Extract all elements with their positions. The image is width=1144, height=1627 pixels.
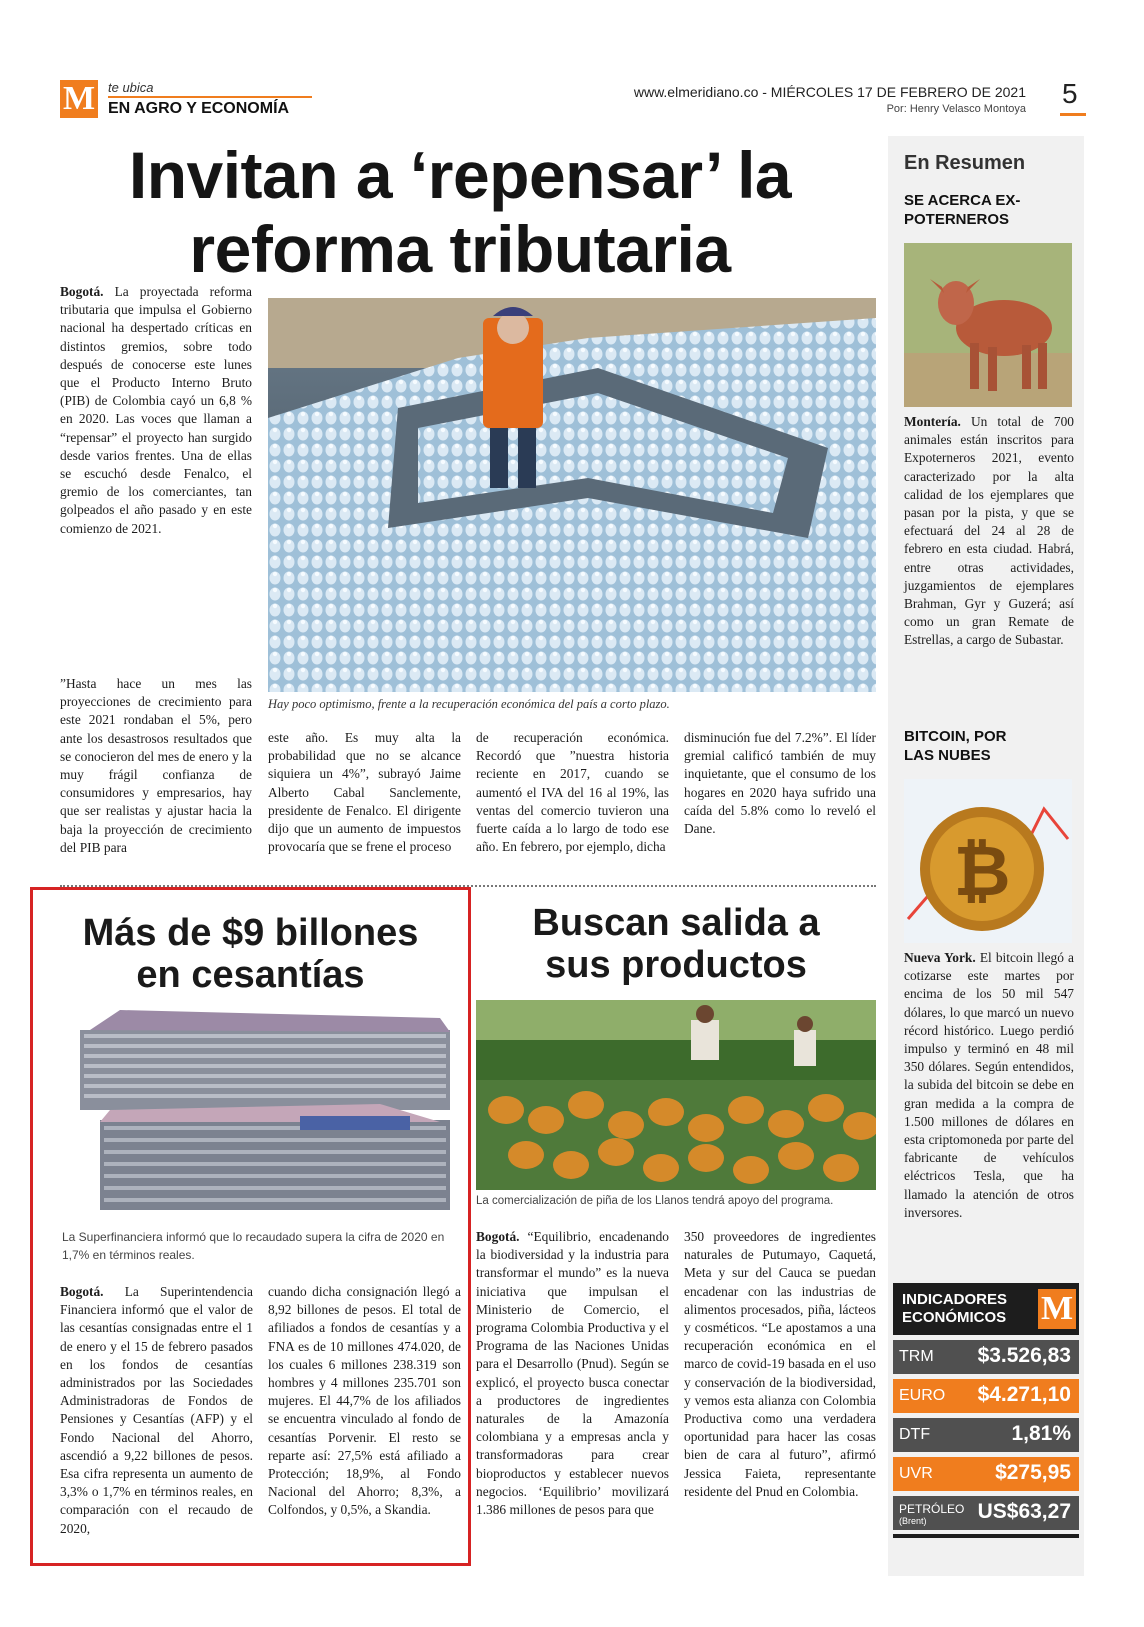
productos-headline-line2: sus productos <box>545 944 807 986</box>
productos-headline <box>476 902 876 986</box>
sidebar-item1-headline-line1: SE ACERCA EX- <box>904 192 1021 209</box>
sidebar-item2-dateline: Nueva York. <box>904 950 976 965</box>
lead-col1-intro: La proyectada reforma tributaria que impulsa el Gobierno nacional ha despertado críticas en distintos gremios, sobre todo después de conocerse este lunes que el Producto Interno Bruto (PIB) de Colombia cayó un 6,8 % en 2020. Las voces que llaman a “repensar” el proyecto han surgido desde varios frentes. Una de ellas se escuchó desde Fenalco, el gremio de los comerciantes, tan golpeados el año pasado y en este comienzo de 2021. <box>60 284 252 536</box>
productos-col1 <box>476 1228 669 1519</box>
page-number: 5 <box>1062 78 1078 109</box>
indicators-footer-bar <box>893 1534 1079 1538</box>
byline: Por: Henry Velasco Montoya <box>886 103 1026 115</box>
indicator-row-euro <box>893 1379 1079 1413</box>
section-underline <box>108 96 312 98</box>
indicator-label: PETRÓLEO <box>899 1502 965 1516</box>
sidebar-item1-headline-line2: POTERNEROS <box>904 211 1010 228</box>
sidebar-item2-headline-line2: LAS NUBES <box>904 747 991 764</box>
sidebar-title: En Resumen <box>904 152 1026 174</box>
banknotes-illustration <box>80 1000 460 1220</box>
sidebar-item2-text: El bitcoin llegó a cotizarse este martes por encima de los 50 mil 547 dólares, lo que marcó un nuevo récord histórico. Luego perdió impulso y terminó en 48 mil 350 dólares. Según entendidos, la subida del bitcoin se debe en gran medida a la compra de 1.500 millones de dólares en esta criptomoneda por parte del fabricante de vehículos eléctricos Tesla, que ha llamado la atención de otros inversores. <box>904 950 1074 1220</box>
lead-headline-line2: reforma tributaria <box>189 212 731 286</box>
lead-col1-bottom: ”Hasta hace un mes las proyecciones de crecimiento para este 2021 rondaban el 5%, pero ante los desastrosos resultados que se conocieron del mes de enero y la muy frágil confianza de consumidores y empresarios, hay que ser realistas y ajustar hacia la baja la proyección de crecimiento del PIB para <box>60 676 252 855</box>
bottles-illustration <box>268 298 876 692</box>
sidebar-item1-body <box>904 413 1074 650</box>
lead-photo-caption: Hay poco optimismo, frente a la recuperación económica del país a corto plazo. <box>268 697 670 711</box>
indicator-row-petroleo <box>893 1496 1079 1530</box>
productos-col1-text: “Equilibrio, encadenando la biodiversidad y la industria para transformar el mundo” es la nueva iniciativa que impulsan el Ministerio de Comercio, el programa Colombia Productiva y el Programa de las Naciones Unidas para el Desarrollo (Pnud). Según se explicó, el proyecto busca conectar a productores de ingredientes naturales de la Amazonía colombiana y a empresas ancla y transformadoras para crear bioproductos y establecer nuevos negocios. ‘Equilibrio’ movilizará 1.386 millones de pesos para que <box>476 1229 669 1518</box>
cesantias-col1 <box>60 1283 253 1538</box>
pineapple-photo <box>476 1000 876 1190</box>
indicators-title <box>902 1291 1007 1327</box>
bottling-plant-photo <box>268 298 876 692</box>
masthead-date: www.elmeridiano.co - MIÉRCOLES 17 DE FEBRERO DE 2021 <box>633 84 1026 100</box>
indicator-value: $4.271,10 <box>977 1383 1071 1406</box>
cesantias-headline-line2: en cesantías <box>136 954 365 996</box>
indicator-value: 1,81% <box>1011 1422 1071 1445</box>
page-number-underline <box>1060 113 1086 116</box>
cesantias-headline-line1: Más de $9 billones <box>82 912 419 954</box>
productos-col2: 350 proveedores de ingredientes naturales de Putumayo, Caquetá, Meta y sur del Cauca se puedan encadenar con las industrias de alimentos procesados, piña, lácteos y cosméticos. “Le apostamos a una recuperación económica en el marco de covid-19 basada en el uso y conservación de la biodiversidad, y vemos esta alianza con Colombia Productiva como una verdadera oportunidad para hacer las cosas bien de cara al futuro”, afirmó Jessica Faieta, representante residente del Pnud en Colombia. <box>684 1229 876 1499</box>
money-stack-photo <box>80 1000 460 1220</box>
section-name: EN AGRO Y ECONOMÍA <box>108 100 290 117</box>
bitcoin-illustration <box>904 779 1072 943</box>
lead-col3: de recuperación económica. Recordó que ”nuestra historia reciente en 2017, cuando se aumentó el IVA del 16 al 19%, las ventas del comercio tuvieron una fuerte caída a lo largo de todo ese año. En febrero, por ejemplo, dicha <box>476 730 669 855</box>
svg-text:₿: ₿ <box>953 830 1011 912</box>
indicator-label: TRM <box>899 1348 934 1365</box>
indicator-value: US$63,27 <box>977 1500 1071 1523</box>
sidebar-item1-headline <box>904 191 1074 229</box>
lead-dateline: Bogotá. <box>60 284 104 299</box>
indicators-title-line1: INDICADORES <box>902 1291 1008 1308</box>
cesantias-photo-caption: La Superfinanciera informó que lo recaudado supera la cifra de 2020 en 1,7% en términos reales. <box>62 1230 445 1262</box>
sidebar-item2-headline <box>904 727 1074 765</box>
sidebar-item1-dateline: Montería. <box>904 414 961 429</box>
bitcoin-photo <box>904 779 1072 943</box>
pineapples-illustration <box>476 1000 876 1190</box>
lead-col2: este año. Es muy alta la probabilidad que no se alcance siquiera un 4%”, subrayó Jaime Alberto Cabal Sanclemente, presidente de Fenalco. El dirigente dijo que un aumento de impuestos provocaría que se frene el proceso <box>268 730 461 855</box>
logo-m: M <box>60 80 98 118</box>
indicator-label: EURO <box>899 1387 946 1404</box>
indicator-label: UVR <box>899 1465 933 1482</box>
cesantias-dateline: Bogotá. <box>60 1284 104 1299</box>
lead-col1-top <box>60 283 252 538</box>
cesantias-headline <box>40 912 461 996</box>
sidebar-item2-headline-line1: BITCOIN, POR <box>904 728 1007 745</box>
calf-illustration <box>904 243 1072 407</box>
indicator-value: $3.526,83 <box>977 1344 1071 1367</box>
tagline: te ubica <box>108 80 154 95</box>
indicator-row-dtf <box>893 1418 1079 1452</box>
productos-dateline: Bogotá. <box>476 1229 520 1244</box>
indicator-sublabel: (Brent) <box>899 1516 927 1526</box>
indicator-row-uvr <box>893 1457 1079 1491</box>
indicator-value: $275,95 <box>995 1461 1071 1484</box>
indicator-row-trm <box>893 1340 1079 1374</box>
cesantias-col1-text: La Superintendencia Financiera informó que el valor de las cesantías consignadas entre el 1 de enero y el 15 de febrero pasados en los fondos de cesantías administrados por las Sociedades Administradoras de Fondos de Pensiones y Cesantías (AFP) y el Fondo Nacional del Ahorro, ascendió a 9,22 billones de pesos. Esa cifra representa un aumento de 3,3% o 1,7% en términos reales, en comparación con el recaudo de 2020, <box>60 1284 253 1536</box>
lead-headline-line1: Invitan a ‘repensar’ la <box>128 138 792 212</box>
calf-photo <box>904 243 1072 407</box>
sidebar-item1-text: Un total de 700 animales están inscritos para Expoterneros 2021, evento caracterizado por la alta calidad de los ejemplares que pasan por la pista, y que se efectuará del 24 al 28 de febrero en esta ciudad. Habrá, entre otras actividades, juzgamientos de ejemplares Brahman, Gyr y Guzerá; así como un gran Remate de Estrellas, a cargo de Subastar. <box>904 414 1074 648</box>
lead-headline <box>60 138 860 286</box>
productos-photo-caption: La comercialización de piña de los Llanos tendrá apoyo del programa. <box>476 1195 834 1207</box>
lead-col4: disminución fue del 7.2%”. El líder gremial calificó también de muy inquietante, que el consumo de los hogares en 2020 haya sufrido una caída del 5.8% como lo reveló el Dane. <box>684 730 876 837</box>
indicator-label: DTF <box>899 1426 931 1443</box>
productos-headline-line1: Buscan salida a <box>532 902 820 944</box>
indicators-title-line2: ECONÓMICOS <box>902 1309 1007 1326</box>
cesantias-col2: cuando dicha consignación llegó a 8,92 billones de pesos. El total de afiliados a fondos de cesantías y a FNA es de 10 millones 474.020, de los cuales 6 millones 238.319 son hombres y 4 millones 235.701 son mujeres. El 44,7% de los afiliados se encuentra vinculado al fondo de cesantías Porvenir. El resto se reparte así: 27,5% está afiliado a Protección; 18,9%, al Fondo Nacional del Ahorro; 8,3%, a Colfondos, y 0,5%, a Skandia. <box>268 1284 461 1518</box>
indicators-logo: M <box>1038 1289 1076 1329</box>
sidebar-item2-body <box>904 949 1074 1222</box>
